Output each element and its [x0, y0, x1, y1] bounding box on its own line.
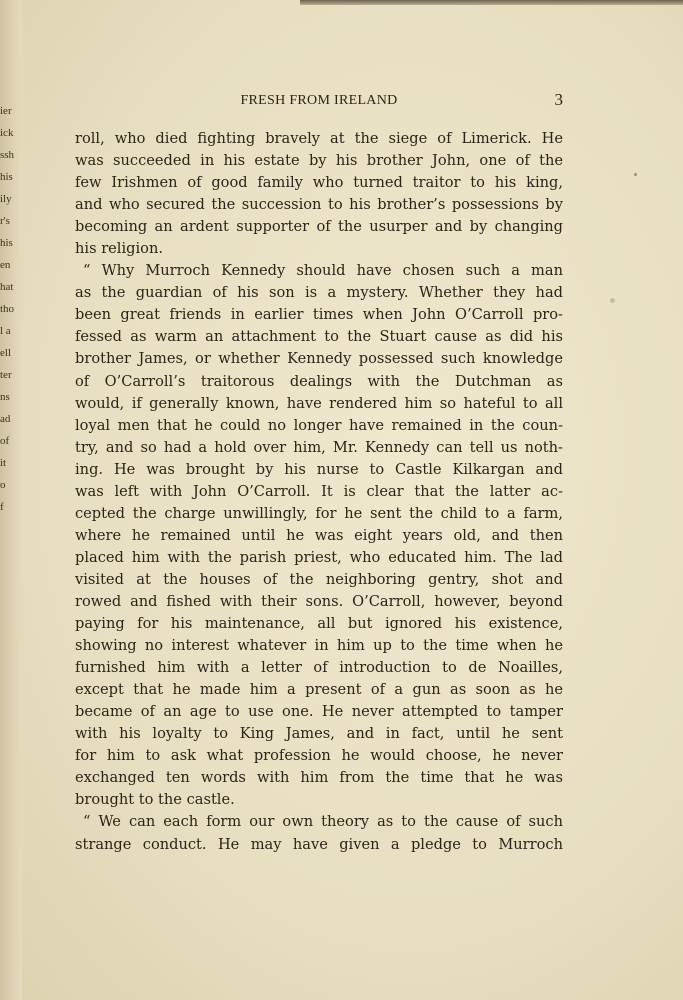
page-number: 3 — [554, 90, 563, 109]
text-line: brought to the castle. — [75, 791, 235, 809]
margin-fragment: r's — [0, 215, 10, 227]
margin-fragment: it — [0, 457, 7, 469]
margin-fragment: ell — [0, 347, 11, 359]
text-line: paying for his maintenance, all but ignored his existence, — [75, 615, 563, 633]
margin-fragment: his — [0, 237, 13, 249]
text-line: as the guardian of his son is a mystery. Whether they had — [75, 284, 563, 302]
text-line: for him to ask what profession he would choose, he never — [75, 747, 563, 765]
text-line: few Irishmen of good family who turned traitor to his king, — [75, 174, 563, 192]
text-line: been great friends in earlier times when John O’Carroll pro- — [75, 306, 563, 324]
margin-fragment: ssh — [0, 149, 14, 161]
text-line: strange conduct. He may have given a pledge to Murroch — [75, 835, 563, 853]
text-line: placed him with the parish priest, who educated him. The lad — [75, 548, 563, 566]
text-line: ing. He was brought by his nurse to Castle Kilkargan and — [75, 460, 563, 478]
text-line: was left with John O’Carroll. It is clear that the latter ac- — [75, 482, 563, 500]
text-line: brother James, or whether Kennedy possessed such knowledge — [75, 350, 563, 368]
margin-fragment: ier — [0, 105, 12, 117]
margin-fragment: ter — [0, 369, 12, 381]
text-line: furnished him with a letter of introduction to de Noailles, — [75, 659, 563, 677]
text-line: visited at the houses of the neighboring gentry, shot and — [75, 570, 563, 588]
text-line: his religion. — [75, 240, 163, 258]
margin-fragment: his — [0, 171, 13, 183]
text-line: roll, who died fighting bravely at the siege of Limerick. He — [75, 130, 563, 147]
text-line: becoming an ardent supporter of the usurper and by changing — [75, 218, 563, 236]
margin-fragment: o — [0, 479, 6, 491]
ink-speck — [610, 298, 615, 303]
text-line: with his loyalty to King James, and in fact, until he sent — [75, 725, 563, 743]
margin-fragment: hat — [0, 281, 14, 293]
margin-fragment: ick — [0, 127, 14, 139]
text-line: rowed and fished with their sons. O’Carroll, however, beyond — [75, 592, 563, 610]
text-line: loyal men that he could no longer have remained in the coun- — [75, 416, 563, 434]
margin-fragment: ily — [0, 193, 12, 205]
text-line: “ Why Murroch Kennedy should have chosen such a man — [83, 262, 563, 280]
margin-fragment: en — [0, 259, 11, 271]
text-line: exchanged ten words with him from the time that he was — [75, 769, 563, 787]
text-line: except that he made him a present of a gun as soon as he — [75, 681, 563, 699]
running-head — [75, 90, 563, 112]
text-line: where he remained until he was eight years old, and then — [75, 526, 563, 544]
text-line: “ We can each form our own theory as to the cause of such — [83, 813, 563, 831]
margin-fragment: of — [0, 435, 10, 447]
facing-page-margin-fragments — [0, 100, 14, 518]
text-line: cepted the charge unwillingly, for he sent the child to a farm, — [75, 504, 563, 522]
text-line: would, if generally known, have rendered him so hateful to all — [75, 394, 563, 412]
body-text — [75, 128, 563, 856]
margin-fragment: l a — [0, 325, 11, 337]
text-line: of O’Carroll’s traitorous dealings with the Dutchman as — [75, 372, 563, 390]
text-line: became of an age to use one. He never attempted to tamper — [75, 703, 563, 721]
margin-fragment: f — [0, 501, 4, 513]
text-line: fessed as warm an attachment to the Stuart cause as did his — [75, 328, 563, 346]
running-title: FRESH FROM IRELAND — [240, 93, 398, 108]
margin-fragment: ns — [0, 391, 10, 403]
margin-fragment: ad — [0, 413, 11, 425]
text-line: and who secured the succession to his brother’s possessions by — [75, 196, 563, 214]
page-top-edge-shadow — [300, 0, 683, 5]
text-line: showing no interest whatever in him up to the time when he — [75, 637, 563, 655]
text-line: try, and so had a hold over him, Mr. Kennedy can tell us noth- — [75, 438, 563, 456]
ink-speck — [634, 173, 637, 176]
text-line: was succeeded in his estate by his brother John, one of the — [75, 152, 563, 170]
margin-fragment: tho — [0, 303, 14, 315]
